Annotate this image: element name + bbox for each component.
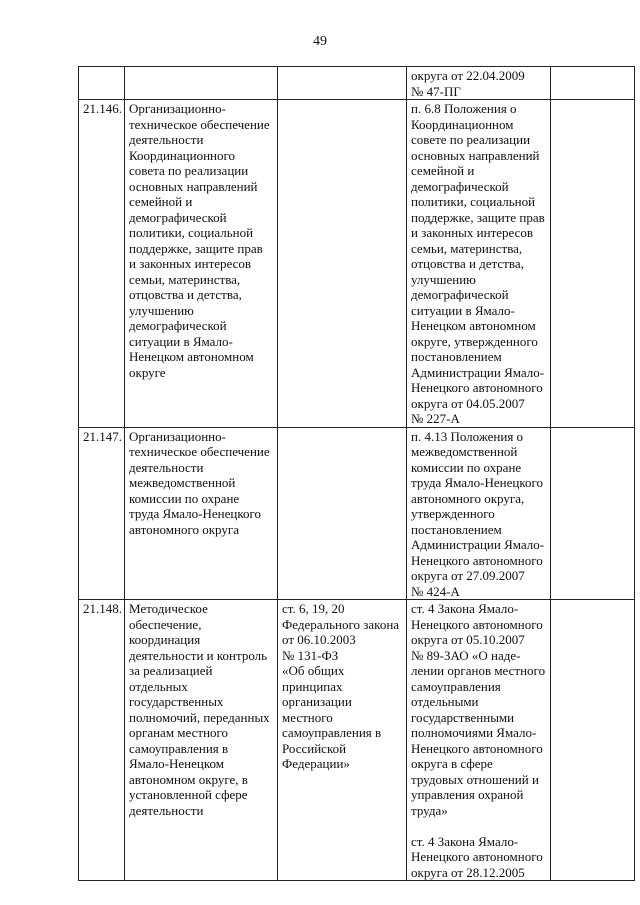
authority-name-cell: Организационно- техническое обеспечение деятельности Координационного совета по реализации основных направлений семейной и демографической политики, социальной поддержке, защите прав и законных интересов семьи, материнства, отцовства и детства, улучшению демографической ситуации в Ямало- Ненецком автономном округе (125, 100, 278, 428)
row-number-cell (79, 67, 125, 100)
extra-cell (551, 67, 635, 100)
row-number-cell: 21.148. (79, 600, 125, 881)
authority-name-cell: Методическое обеспечение, координация деятельности и контроль за реализацией отдельных государственных полномочий, переданных органам местного самоуправления в Ямало-Ненецком автономном округе, в установленной сфере деятельности (125, 600, 278, 881)
regional-basis-cell: ст. 4 Закона Ямало- Ненецкого автономного округа от 05.10.2007 № 89-ЗАО «О наде- лении органов местного самоуправления отдельными государственными полномочиями Ямало- Ненецкого автономного округа в сфере трудовых отношений и управления охраной труда» ст. 4 Закона Ямало- Ненецкого автономного округа от 28.12.2005 (407, 600, 551, 881)
federal-basis-cell (278, 427, 407, 600)
federal-basis-cell (278, 100, 407, 428)
extra-cell (551, 600, 635, 881)
extra-cell (551, 100, 635, 428)
page-number: 49 (313, 34, 327, 49)
table-row (79, 600, 635, 881)
table-row (79, 427, 635, 600)
authority-name-cell: Организационно- техническое обеспечение деятельности межведомственной комиссии по охране труда Ямало-Ненецкого автономного округа (125, 427, 278, 600)
federal-basis-cell: ст. 6, 19, 20 Федерального закона от 06.10.2003 № 131-ФЗ «Об общих принципах организации местного самоуправления в Российской Федерации» (278, 600, 407, 881)
authority-name-cell (125, 67, 278, 100)
table-row (79, 67, 635, 100)
extra-cell (551, 427, 635, 600)
regional-basis-cell: округа от 22.04.2009 № 47-ПГ (407, 67, 551, 100)
table-row (79, 100, 635, 428)
row-number-cell: 21.146. (79, 100, 125, 428)
authority-table (78, 66, 635, 881)
federal-basis-cell (278, 67, 407, 100)
regional-basis-cell: п. 4.13 Положения о межведомственной комиссии по охране труда Ямало-Ненецкого автономного округа, утвержденного постановлением Администрации Ямало- Ненецкого автономного округа от 27.09.2007 № 424-А (407, 427, 551, 600)
row-number-cell: 21.147. (79, 427, 125, 600)
regional-basis-cell: п. 6.8 Положения о Координационном совете по реализации основных направлений семейной и демографической политики, социальной поддержке, защите прав и законных интересов семьи, материнства, отцовства и детства, улучшению демографической ситуации в Ямало- Ненецком автономном округе, утвержденного постановлением Администрации Ямало- Ненецкого автономного округа от 04.05.2007 № 227-А (407, 100, 551, 428)
